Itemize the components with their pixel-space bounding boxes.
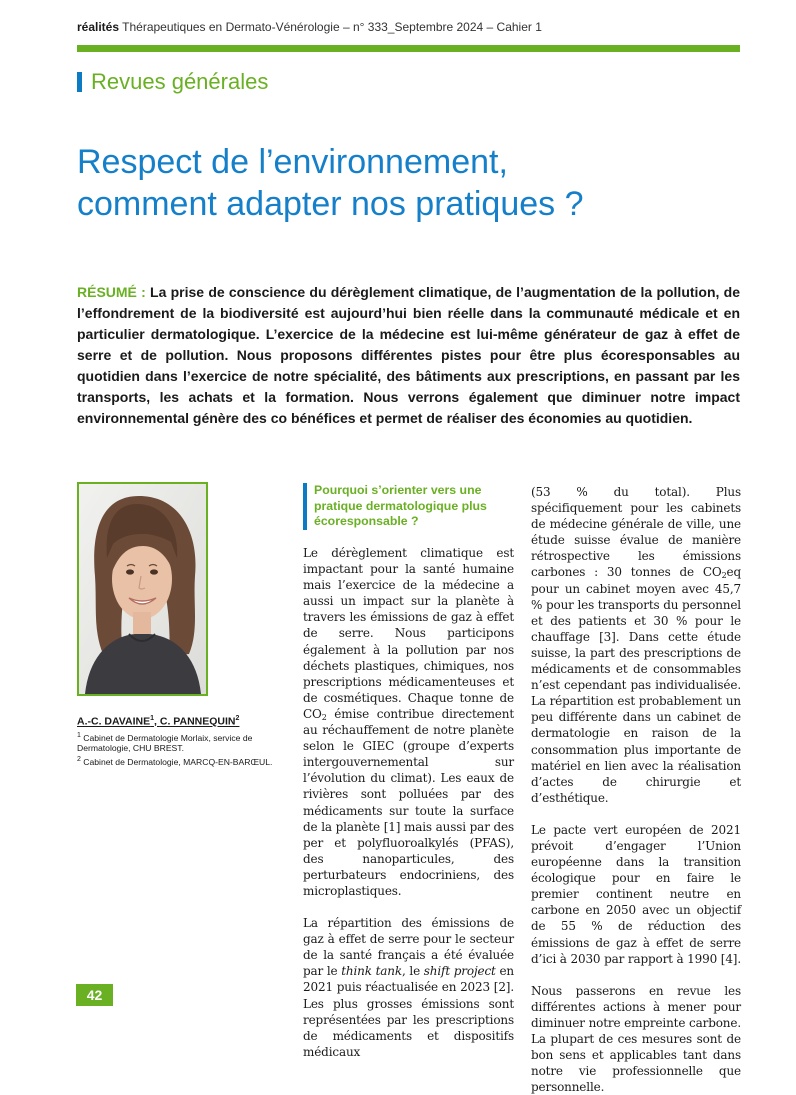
p2-italic-2: shift project (423, 964, 496, 979)
article-title (77, 141, 737, 225)
body-paragraph-1 (303, 545, 514, 899)
body-column-1 (303, 545, 514, 1060)
author-photo (77, 482, 208, 696)
affiliation-2 (77, 754, 287, 768)
p2-italic-1: think tank (341, 964, 402, 979)
body-paragraph-3 (531, 484, 741, 806)
title-line-2: comment adapter nos pratiques ? (77, 185, 584, 223)
author-separator: , (154, 715, 160, 728)
affiliation-2-num: 2 (77, 756, 81, 764)
abstract (77, 282, 740, 429)
body-paragraph-4: Le pacte vert européen de 2021 prévoit d’engager l’Union européenne dans la transition écologique pour en faire le premier continent neutre en carbone en 2050 avec un objectif de 55 % de réduction des émissions de gaz à effet de serre d’ici à 2030 par rapport à 1990 [4]. (531, 822, 742, 966)
p3-part-b: eq pour un cabinet moyen avec 45,7 % pour les transports du personnel et des patients et 30 % pour le chauffage [3]. Dans cette étude suisse, la part des prescriptions de médicaments et de consommables n’est cependant pas individualisée. La répartition est probablement un peu différente dans un cabinet de dermatologie en raison de la consommation plus importante de matériel en lien avec la réalisation d’actes de chirurgie et d’esthétique. (531, 565, 741, 805)
body-column-2 (531, 484, 741, 1095)
abstract-label: RÉSUMÉ : (77, 284, 146, 300)
p1-part-b: émise contribue directement au réchauffement de notre planète selon le GIEC (groupe d’experts intergouvernemental sur l’évolution du climat). Les eaux de rivières sont polluées par des médicaments sur toute la surface de la planète [1] mais aussi par des per et polyfluoroalkylés (PFAS), des nanoparticules, des perturbateurs endocriniens, des microplastiques. (303, 706, 514, 898)
author-portrait-image (79, 484, 206, 694)
affiliation-2-text: Cabinet de Dermatologie, MARCQ-EN-BARŒUL. (83, 757, 273, 768)
authors-block (77, 715, 287, 768)
author-2: C. PANNEQUIN (159, 715, 236, 728)
page-number: 42 (76, 984, 113, 1006)
author-1: A.-C. DAVAINE (77, 715, 151, 728)
running-header (77, 20, 737, 34)
p1-part-a: Le dérèglement climatique est impactant pour la santé humaine mais l’exercice de la médecine a aussi un impact sur la planète à travers les émissions de gaz à effet de serre. Nous participons également à la pollution par nos déchets plastiques, chimiques, nos prescriptions médicamenteuses et de cosmétiques. Chaque tonne de CO (303, 546, 514, 721)
author-1-affiliation-ref: 1 (150, 715, 155, 722)
section-marker (77, 72, 82, 92)
p2-part-a: La répartition des émissions de gaz à effet de serre pour le secteur de la santé français a été évaluée par le (303, 916, 514, 979)
p3-subscript: 2 (721, 571, 727, 581)
section-label (77, 69, 268, 95)
title-line-1: Respect de l’environnement, (77, 143, 508, 181)
header-rule (77, 45, 740, 52)
body-paragraph-2 (303, 915, 514, 1060)
author-names (77, 715, 287, 728)
body-paragraph-5: Nous passerons en revue les différentes actions à mener pour diminuer notre empreinte carbone. La plupart de ces mesures sont de bon sens et applicables tant dans notre vie professionnelle que personnelle. (531, 983, 741, 1095)
section-subheading: Pourquoi s’orienter vers une pratique dermatologique plus écoresponsable ? (303, 483, 515, 530)
author-2-affiliation-ref: 2 (235, 715, 240, 722)
p1-subscript: 2 (321, 712, 327, 722)
journal-brand: réalités (77, 20, 120, 34)
journal-issue: Thérapeutiques en Dermato-Vénérologie – n° 333_Septembre 2024 – Cahier 1 (122, 20, 542, 34)
p2-part-b: , le (402, 964, 424, 979)
section-title: Revues générales (91, 69, 269, 94)
abstract-text: La prise de conscience du dérèglement climatique, de l’augmentation de la pollution, de l’effondrement de la biodiversité est aujourd’hui bien réelle dans la communauté médicale et en particulier dermatologique. L’exercice de la médecine est lui-même générateur de gaz à effet de serre et de pollution. Nous proposons différentes pistes pour être plus écoresponsables au quotidien dans l’exercice de notre spécialité, des bâtiments aux prescriptions, en passant par les transports, les achats et la formation. Nous verrons également que diminuer notre impact environnemental génère des co bénéfices et permet de réaliser des économies au quotidien. (77, 284, 740, 426)
affiliation-1 (77, 730, 287, 755)
affiliation-1-text: Cabinet de Dermatologie Morlaix, service de Dermatologie, CHU BREST. (77, 732, 253, 754)
p3-part-a: (53 % du total). Plus spécifiquement pour les cabinets de médecine générale de ville, une étude suisse évalue de manière rétrospective les émissions carbones : 30 tonnes de CO (531, 485, 741, 580)
affiliation-1-num: 1 (77, 731, 81, 739)
p2-part-c: en 2021 puis réactualisée en 2023 [2]. Les plus grosses émissions sont représentées par les prescriptions de médicaments et dispositifs médicaux (303, 964, 514, 1059)
